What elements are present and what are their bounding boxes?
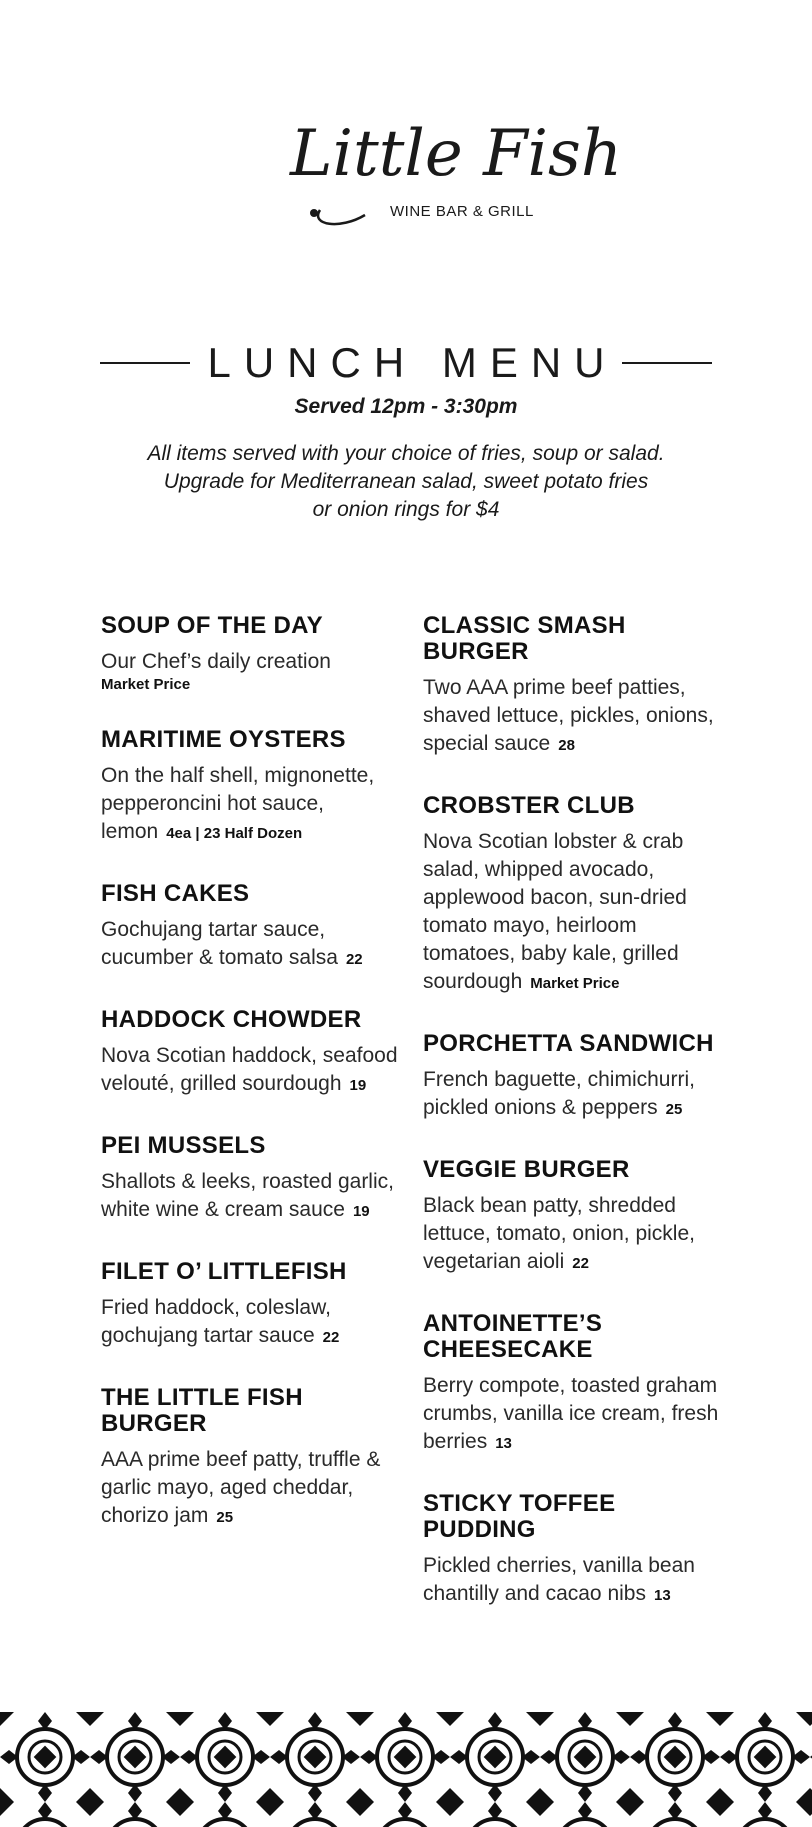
item-price: Market Price: [101, 676, 191, 693]
item-name: SOUP OF THE DAY: [101, 612, 323, 639]
note-line: Upgrade for Mediterranean salad, sweet potato fries: [163, 470, 649, 493]
item-price: 22: [572, 1255, 589, 1272]
item-description: Our Chef’s daily creation: [101, 650, 331, 673]
note-line: All items served with your choice of fries, soup or salad.: [147, 442, 665, 465]
menu-item: [101, 1133, 401, 1226]
item-description: Gochujang tartar sauce, cucumber & tomato salsa: [101, 918, 338, 969]
item-price: 25: [665, 1101, 683, 1118]
item-name: VEGGIE BURGER: [423, 1156, 630, 1183]
menu-item: [423, 1311, 723, 1458]
little-fish-logo: [280, 105, 623, 235]
item-name: ANTOINETTE’S CHEESECAKE: [423, 1310, 603, 1363]
menu-item: [423, 793, 723, 998]
menu-item: [101, 1007, 401, 1100]
item-name: THE LITTLE FISH BURGER: [101, 1384, 303, 1437]
item-price: 19: [349, 1077, 367, 1094]
title-rule-right: [622, 362, 712, 364]
item-name: FILET O’ LITTLEFISH: [101, 1258, 347, 1285]
svg-text:Little Fish: Little Fish: [290, 117, 623, 191]
item-description: Berry compote, toasted graham crumbs, vanilla ice cream, fresh berries: [423, 1374, 719, 1453]
menu-item: [101, 727, 401, 848]
menu-item: [423, 613, 723, 760]
menu-column-left: [101, 613, 401, 1565]
menu-item: [423, 1491, 723, 1610]
menu-item: [101, 1259, 401, 1352]
item-name: CROBSTER CLUB: [423, 792, 635, 819]
menu-column-right: [423, 613, 723, 1643]
item-name: STICKY TOFFEE PUDDING: [423, 1490, 616, 1543]
item-price: 4ea | 23 Half Dozen: [166, 825, 303, 842]
item-description: French baguette, chimichurri, pickled onions & peppers: [423, 1068, 695, 1119]
item-price: 22: [345, 951, 363, 968]
item-price: 22: [322, 1329, 340, 1346]
item-name: MARITIME OYSTERS: [101, 726, 346, 753]
item-description: Two AAA prime beef patties, shaved lettuce, pickles, onions, special sauce: [423, 676, 714, 755]
item-description: Fried haddock, coleslaw, gochujang tartar sauce: [101, 1296, 331, 1347]
item-description: AAA prime beef patty, truffle & garlic mayo, aged cheddar, chorizo jam: [101, 1448, 381, 1527]
menu-item: [423, 1031, 723, 1124]
item-description: Pickled cherries, vanilla bean chantilly and cacao nibs: [423, 1554, 695, 1605]
item-price: 13: [495, 1435, 512, 1452]
item-description: Black bean patty, shredded lettuce, tomato, onion, pickle, vegetarian aioli: [423, 1194, 695, 1273]
item-name: PEI MUSSELS: [101, 1132, 266, 1159]
item-name: CLASSIC SMASH BURGER: [423, 612, 626, 665]
menu-title-block: [100, 338, 712, 388]
item-description: Nova Scotian haddock, seafood velouté, grilled sourdough: [101, 1044, 398, 1095]
menu-item: [101, 881, 401, 974]
tile-pattern-border: [0, 1712, 812, 1827]
item-description: Shallots & leeks, roasted garlic, white wine & cream sauce: [101, 1170, 394, 1221]
menu-item: [101, 613, 401, 694]
item-price: 28: [558, 737, 575, 754]
item-name: PORCHETTA SANDWICH: [423, 1030, 714, 1057]
item-price: 19: [352, 1203, 370, 1220]
item-name: FISH CAKES: [101, 880, 250, 907]
menu-item: [101, 1385, 401, 1532]
item-description: Nova Scotian lobster & crab salad, whipped avocado, applewood bacon, sun-dried tomato mayo, heirloom tomatoes, baby kale, grilled sourdough: [423, 830, 687, 993]
note-line: or onion rings for $4: [312, 498, 500, 521]
logo-subtitle: WINE BAR & GRILL: [390, 203, 534, 220]
item-description: On the half shell, mignonette, pepperoncini hot sauce, lemon: [101, 764, 375, 843]
menu-item: [423, 1157, 723, 1278]
served-hours: Served 12pm - 3:30pm: [294, 395, 518, 418]
menu-title: LUNCH MENU: [207, 339, 618, 386]
item-name: HADDOCK CHOWDER: [101, 1006, 362, 1033]
item-price: 13: [653, 1587, 671, 1604]
item-price: 25: [216, 1509, 234, 1526]
menu-notes: [0, 440, 812, 524]
item-price: Market Price: [530, 975, 620, 992]
